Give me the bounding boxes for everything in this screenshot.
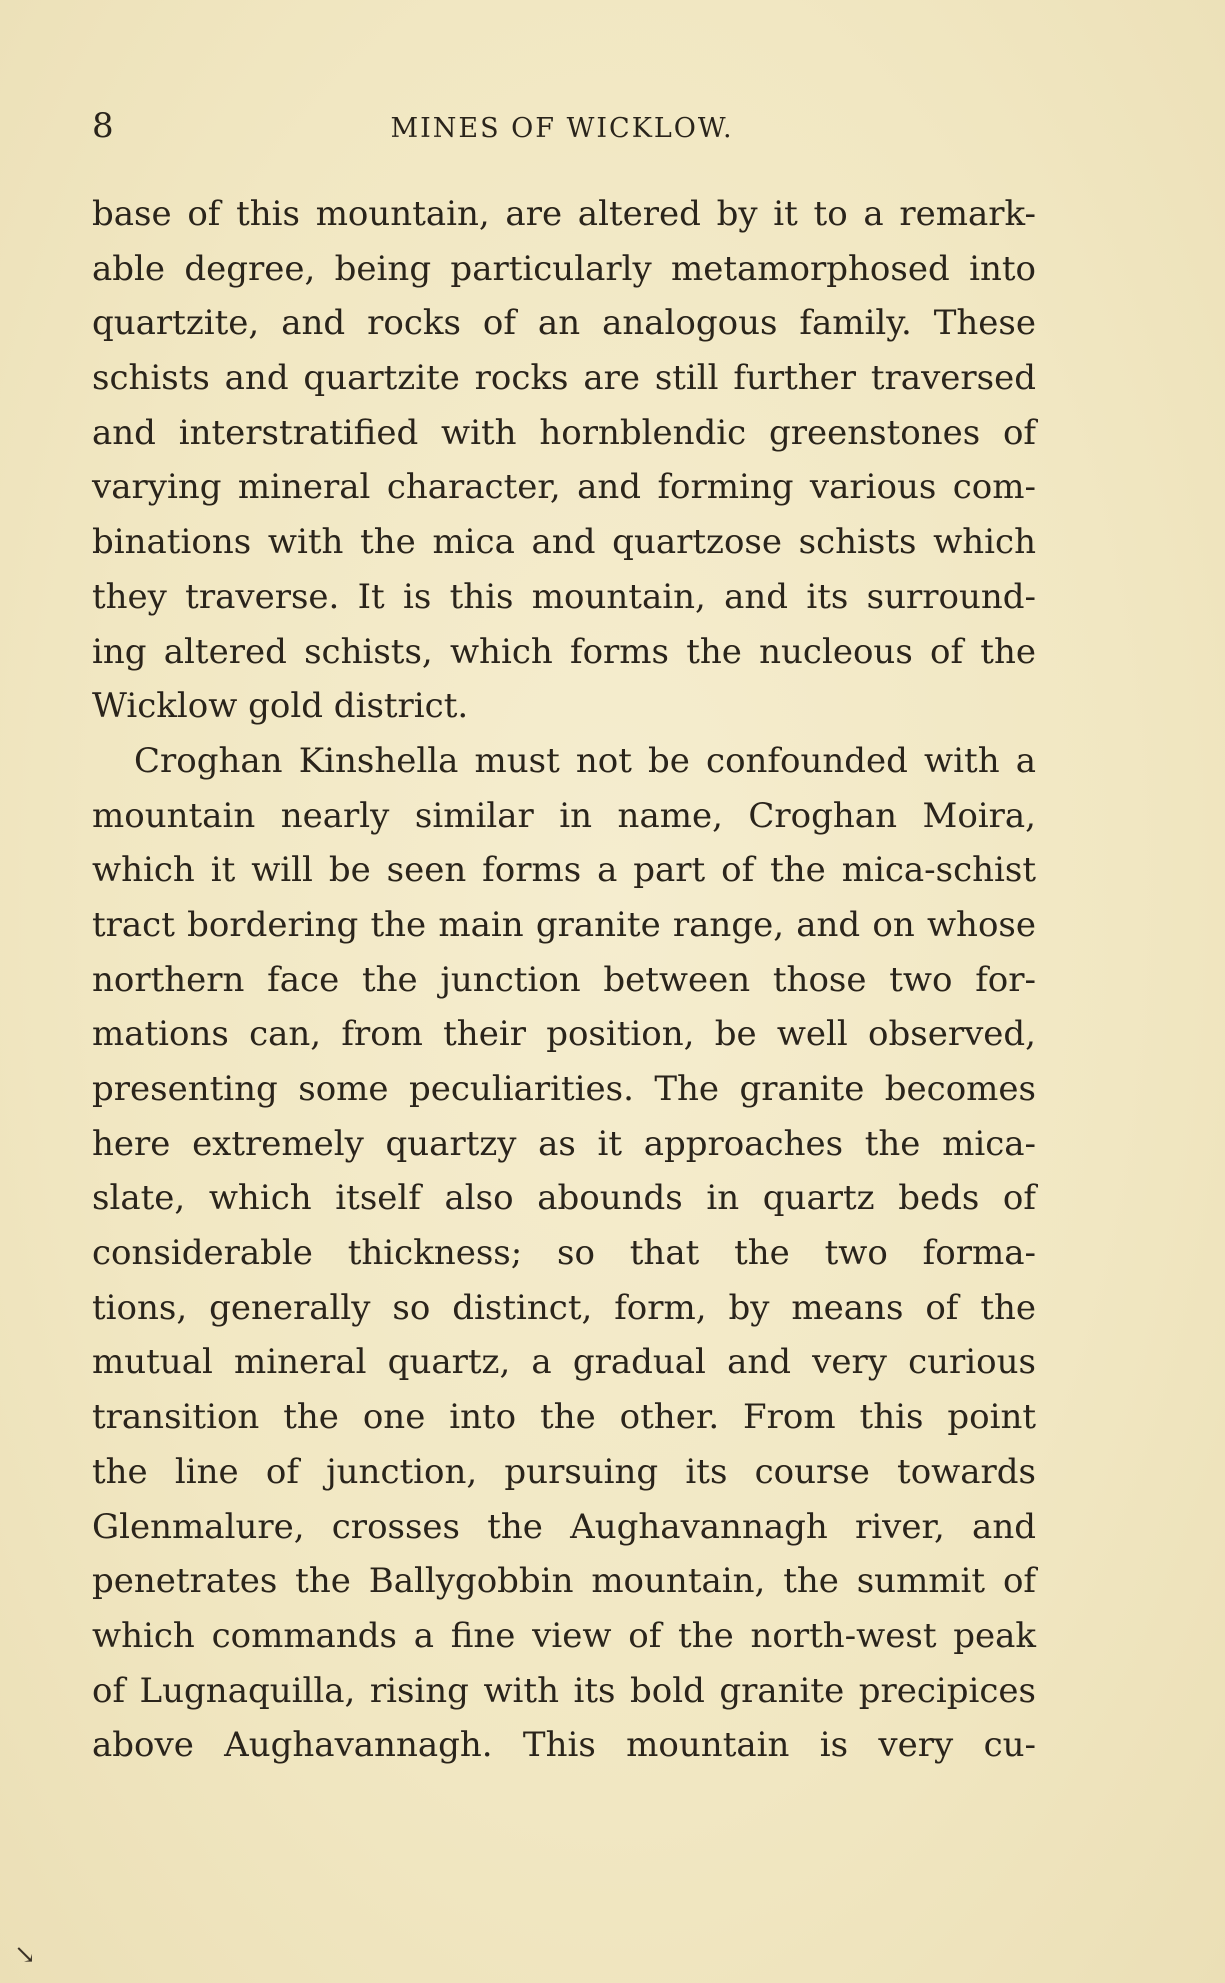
margin-speck: ↘ xyxy=(14,1940,36,1970)
text-line: slate, which itself also abounds in quartz beds of xyxy=(92,1178,1036,1219)
text-line: transition the one into the other. From this point xyxy=(92,1397,1036,1438)
text-line: quartzite, and rocks of an analogous family. These xyxy=(92,303,1036,344)
text-line: base of this mountain, are altered by it to a remark- xyxy=(92,194,1036,234)
text-line: penetrates the Ballygobbin mountain, the summit of xyxy=(92,1561,1036,1602)
text-line: here extremely quartzy as it approaches the mica- xyxy=(92,1123,1036,1164)
text-line: which it will be seen forms a part of the mica-schist xyxy=(92,850,1036,891)
text-line: Croghan Kinshella must not be confounded with a xyxy=(134,740,1036,781)
text-line: considerable thickness; so that the two forma- xyxy=(92,1233,1036,1274)
text-line: ing altered schists, which forms the nucleous of the xyxy=(92,631,1036,672)
text-line: mountain nearly similar in name, Croghan Moira, xyxy=(92,795,1036,836)
text-line: above Aughavannagh. This mountain is very cu- xyxy=(92,1725,1036,1766)
text-line: and interstratified with hornblendic greenstones of xyxy=(92,412,1036,453)
text-line: Glenmalure, crosses the Aughavannagh river, and xyxy=(92,1506,1036,1547)
text-line: northern face the junction between those two for- xyxy=(92,959,1036,1000)
page-header xyxy=(92,108,1032,152)
running-head: MINES OF WICKLOW. xyxy=(390,113,734,144)
text-line: tract bordering the main granite range, and on whose xyxy=(92,904,1036,945)
body-text xyxy=(92,187,1036,1773)
text-line: schists and quartzite rocks are still further traversed xyxy=(92,358,1036,399)
text-line: mutual mineral quartz, a gradual and very curious xyxy=(92,1342,1036,1383)
text-line: able degree, being particularly metamorphosed into xyxy=(92,248,1036,289)
text-line: binations with the mica and quartzose schists which xyxy=(92,522,1036,563)
text-line: they traverse. It is this mountain, and its surround- xyxy=(92,576,1036,617)
text-line: mations can, from their position, be well observed, xyxy=(92,1014,1036,1055)
text-line: Wicklow gold district. xyxy=(92,686,469,727)
text-line: the line of junction, pursuing its course towards xyxy=(92,1451,1036,1492)
text-line: which commands a fine view of the north-west peak xyxy=(92,1615,1036,1656)
text-line: presenting some peculiarities. The granite becomes xyxy=(92,1069,1036,1109)
text-line: varying mineral character, and forming various com- xyxy=(92,467,1036,508)
page-number: 8 xyxy=(92,106,114,146)
text-line: of Lugnaquilla, rising with its bold granite precipices xyxy=(92,1670,1036,1711)
text-line: tions, generally so distinct, form, by means of the xyxy=(92,1287,1036,1328)
